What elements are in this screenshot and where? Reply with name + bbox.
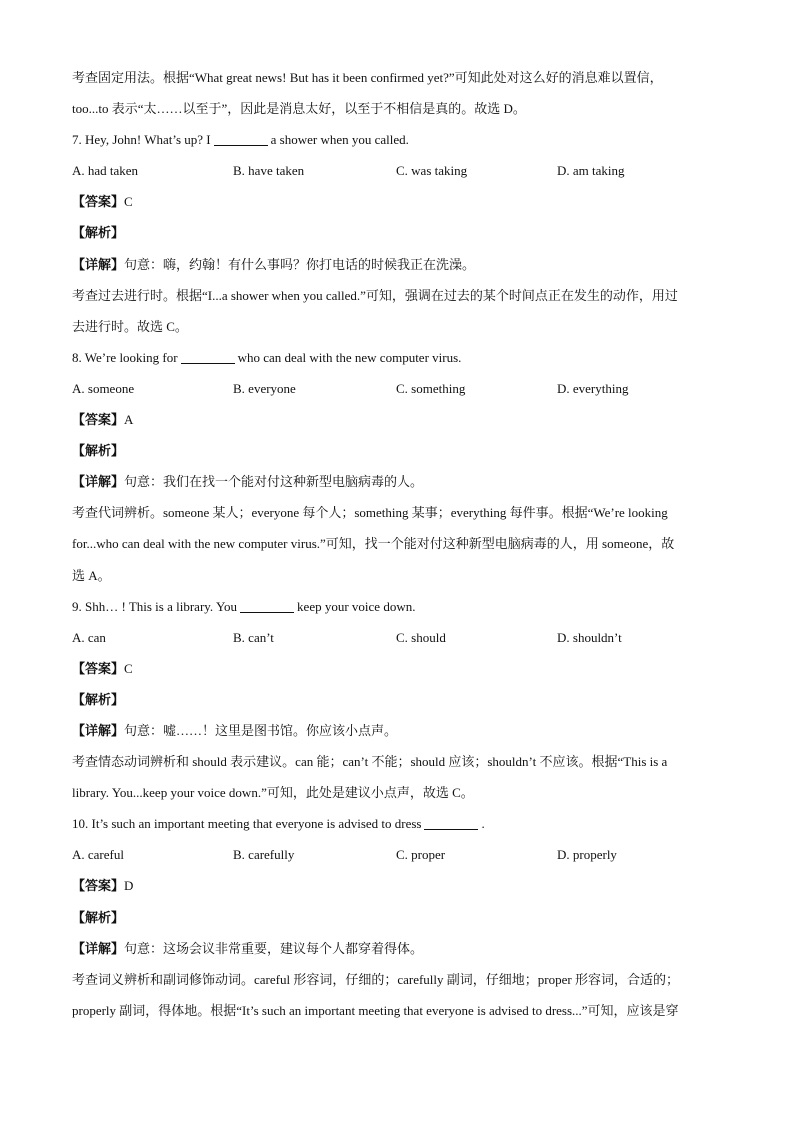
question-8-stem: 8. We’re looking for who can deal with the new computer virus. (72, 349, 462, 365)
question-9-options (72, 622, 724, 653)
answer-blank (424, 816, 478, 830)
option-c: C. proper (396, 847, 446, 863)
option-c: C. should (396, 629, 446, 645)
question-9-detail: 【详解】句意：嘘……！这里是图书馆。你应该小点声。 (72, 722, 398, 738)
question-10-detail: 【详解】句意：这场会议非常重要，建议每个人都穿着得体。 (72, 940, 424, 956)
question-8-options (72, 373, 724, 404)
question-7-options (72, 155, 724, 186)
option-d: D. am taking (557, 163, 625, 179)
option-b: B. carefully (233, 847, 295, 863)
question-10-answer: 【答案】D (72, 878, 134, 894)
answer-blank (181, 350, 235, 364)
option-b: B. can’t (233, 629, 274, 645)
question-7-analysis-label: 【解析】 (72, 225, 125, 241)
option-c: C. was taking (396, 163, 468, 179)
document-page (72, 62, 724, 1026)
question-8-explanation-3: 选 A。 (72, 567, 111, 583)
question-7-stem: 7. Hey, John! What’s up? I a shower when you called. (72, 132, 409, 148)
question-10-options (72, 839, 724, 870)
option-d: D. everything (557, 380, 629, 396)
question-10-analysis-label: 【解析】 (72, 909, 125, 925)
answer-blank (214, 132, 268, 146)
question-10-explanation-1: 考查词义辨析和副词修饰动词。careful 形容词，仔细的；carefully 副词，仔细地；proper 形容词，合适的； (72, 971, 679, 987)
question-7-explanation-2: 去进行时。故选 C。 (72, 318, 188, 334)
question-7-detail: 【详解】句意：嗨，约翰！有什么事吗？你打电话的时候我正在洗澡。 (72, 256, 476, 272)
option-a: A. someone (72, 380, 135, 396)
question-10-stem: 10. It’s such an important meeting that everyone is advised to dress . (72, 816, 485, 832)
question-8-explanation-2: for...who can deal with the new computer virus.”可知，找一个能对付这种新型电脑病毒的人，用 someone，故 (72, 536, 675, 552)
option-a: A. careful (72, 847, 124, 863)
answer-blank (240, 599, 294, 613)
question-9-answer: 【答案】C (72, 660, 133, 676)
question-7-answer: 【答案】C (72, 194, 133, 210)
option-d: D. properly (557, 847, 617, 863)
question-9-analysis-label: 【解析】 (72, 691, 125, 707)
intro-line-2: too...to 表示“太……以至于”，因此是消息太好，以至于不相信是真的。故选 D。 (72, 101, 526, 117)
question-8-analysis-label: 【解析】 (72, 443, 125, 459)
option-a: A. had taken (72, 163, 139, 179)
option-b: B. have taken (233, 163, 305, 179)
intro-line-1: 考查固定用法。根据“What great news! But has it been confirmed yet?”可知此处对这么好的消息难以置信， (72, 70, 663, 85)
question-9-explanation-2: library. You...keep your voice down.”可知，此处是建议小点声，故选 C。 (72, 785, 474, 801)
option-b: B. everyone (233, 380, 296, 396)
question-7-explanation-1: 考查过去进行时。根据“I...a shower when you called.”可知，强调在过去的某个时间点正在发生的动作，用过 (72, 287, 678, 303)
question-8-answer: 【答案】A (72, 412, 134, 428)
question-9-explanation-1: 考查情态动词辨析和 should 表示建议。can 能；can’t 不能；should 应该；shouldn’t 不应该。根据“This is a (72, 754, 668, 770)
question-9-stem: 9. Shh… ! This is a library. You keep your voice down. (72, 598, 416, 614)
option-a: A. can (72, 629, 106, 645)
option-c: C. something (396, 380, 466, 396)
question-8-detail: 【详解】句意：我们在找一个能对付这种新型电脑病毒的人。 (72, 474, 424, 490)
option-d: D. shouldn’t (557, 629, 622, 645)
question-8-explanation-1: 考查代词辨析。someone 某人；everyone 每个人；something 某事；everything 每件事。根据“We’re looking (72, 505, 668, 521)
question-10-explanation-2: properly 副词，得体地。根据“It’s such an important meeting that everyone is advised to dress...”可知，应该是穿 (72, 1002, 679, 1018)
